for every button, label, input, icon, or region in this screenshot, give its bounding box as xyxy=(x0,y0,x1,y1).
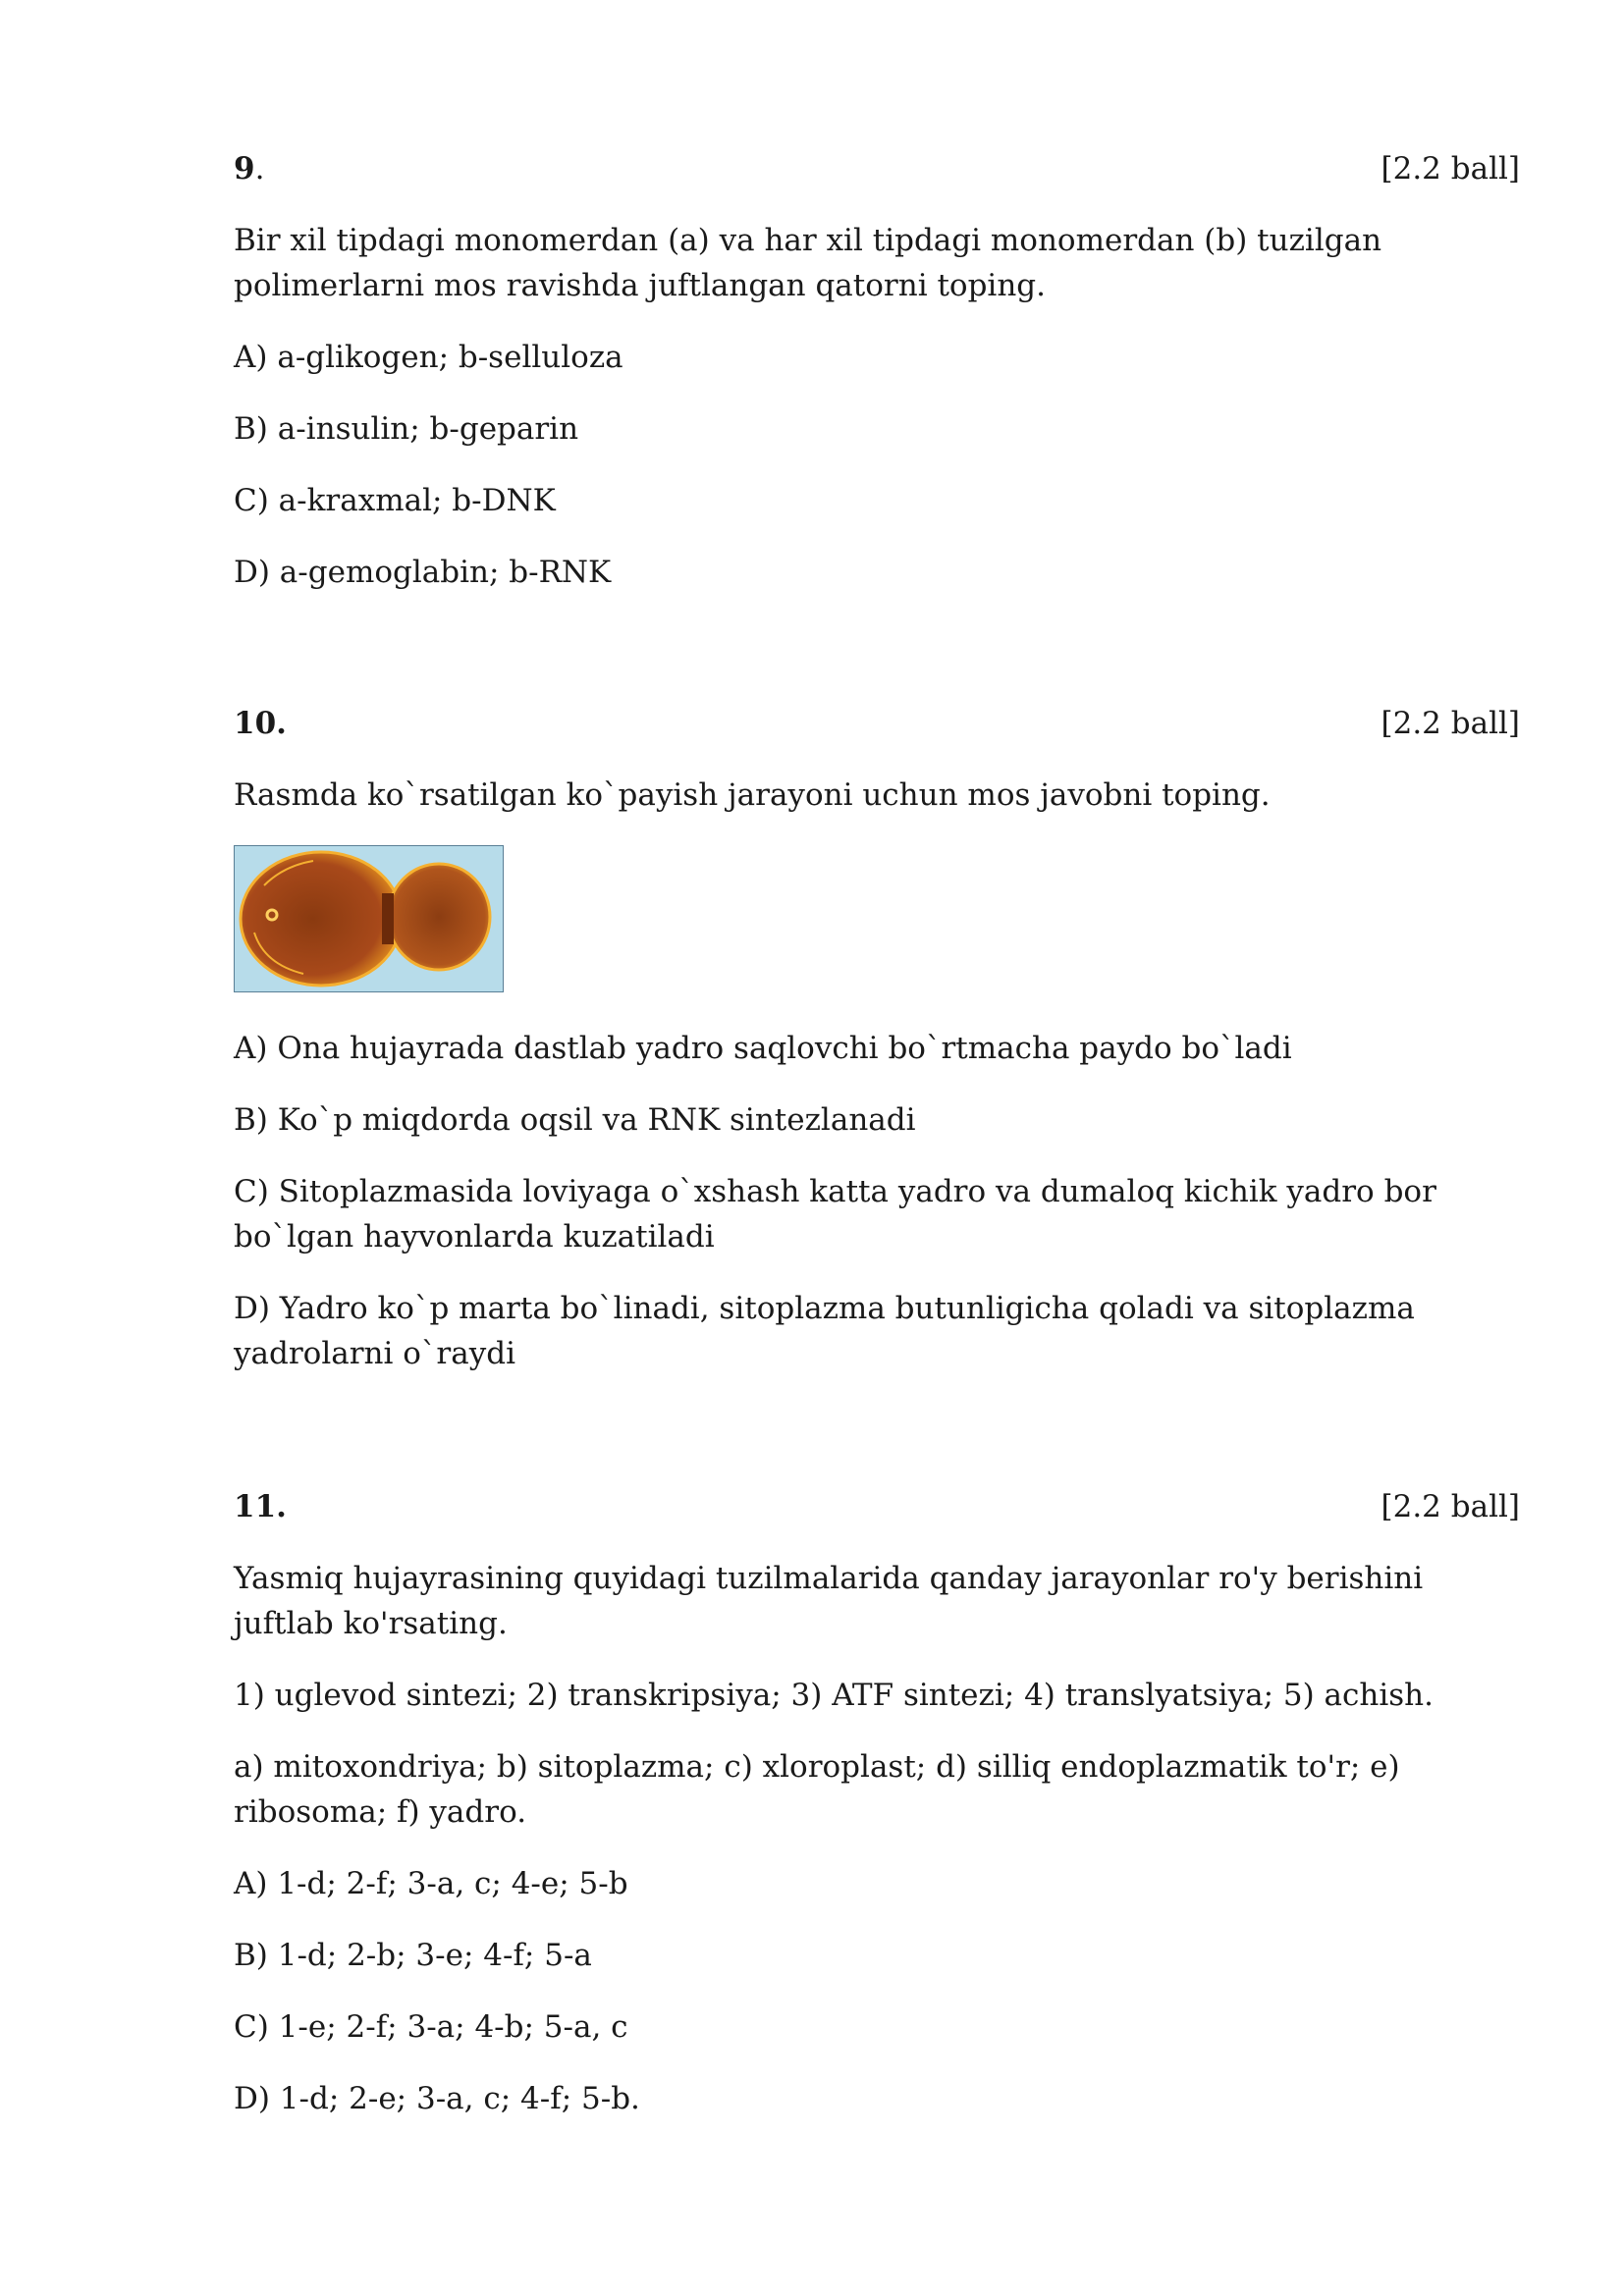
question-text: Bir xil tipdagi monomerdan (a) va har xil tipdagi monomerdan (b) tuzilgan polimerlarni mos ravishda juftlangan qatorni toping. xyxy=(234,223,1382,303)
answer-option-c: C) a-kraxmal; b-DNK xyxy=(234,483,556,518)
question-header xyxy=(234,702,1520,745)
answer-option-a: A) 1-d; 2-f; 3-a, c; 4-e; 5-b xyxy=(234,1866,628,1901)
question-text: Yasmiq hujayrasining quyidagi tuzilmalarida qanday jarayonlar ro'y berishini juftlab ko'rsating. xyxy=(234,1561,1424,1641)
question-number: 9. xyxy=(234,151,265,187)
answer-option-c: C) 1-e; 2-f; 3-a; 4-b; 5-a, c xyxy=(234,2009,628,2045)
question-points: [2.2 ball] xyxy=(1380,151,1520,187)
answer-option-d: D) a-gemoglabin; b-RNK xyxy=(234,555,612,590)
question-header xyxy=(234,1485,1520,1528)
question-points: [2.2 ball] xyxy=(1380,706,1520,741)
structure-list: a) mitoxondriya; b) sitoplazma; c) xloroplast; d) silliq endoplazmatik to'r; e) ribosoma; f) yadro. xyxy=(234,1749,1400,1830)
question-9 xyxy=(234,147,1520,595)
answer-option-c: C) Sitoplazmasida loviyaga o`xshash katta yadro va dumaloq kichik yadro bor bo`lgan hayvonlarda kuzatiladi xyxy=(234,1174,1436,1255)
answer-option-d: D) Yadro ko`p marta bo`linadi, sitoplazma butunligicha qoladi va sitoplazma yadrolarni o`raydi xyxy=(234,1291,1415,1371)
question-10 xyxy=(234,702,1520,1376)
question-number: 11. xyxy=(234,1489,287,1524)
budding-yeast-image xyxy=(234,845,504,992)
answer-option-b: B) a-insulin; b-geparin xyxy=(234,411,579,447)
question-number: 10. xyxy=(234,706,287,741)
answer-option-a: A) Ona hujayrada dastlab yadro saqlovchi bo`rtmacha paydo bo`ladi xyxy=(234,1031,1292,1066)
question-11 xyxy=(234,1485,1520,2121)
answer-option-d: D) 1-d; 2-e; 3-a, c; 4-f; 5-b. xyxy=(234,2081,640,2116)
document-page xyxy=(234,147,1520,2121)
process-list: 1) uglevod sintezi; 2) transkripsiya; 3) ATF sintezi; 4) translyatsiya; 5) achish. xyxy=(234,1678,1434,1713)
question-header xyxy=(234,147,1520,190)
question-text: Rasmda ko`rsatilgan ko`payish jarayoni uchun mos javobni toping. xyxy=(234,777,1271,813)
spacer xyxy=(234,595,1520,702)
budding-yeast-cell-icon xyxy=(235,846,503,991)
answer-option-b: B) 1-d; 2-b; 3-e; 4-f; 5-a xyxy=(234,1938,592,1973)
question-points: [2.2 ball] xyxy=(1380,1489,1520,1524)
spacer xyxy=(234,1376,1520,1485)
answer-option-b: B) Ko`p miqdorda oqsil va RNK sintezlanadi xyxy=(234,1102,916,1138)
answer-option-a: A) a-glikogen; b-selluloza xyxy=(234,340,623,375)
